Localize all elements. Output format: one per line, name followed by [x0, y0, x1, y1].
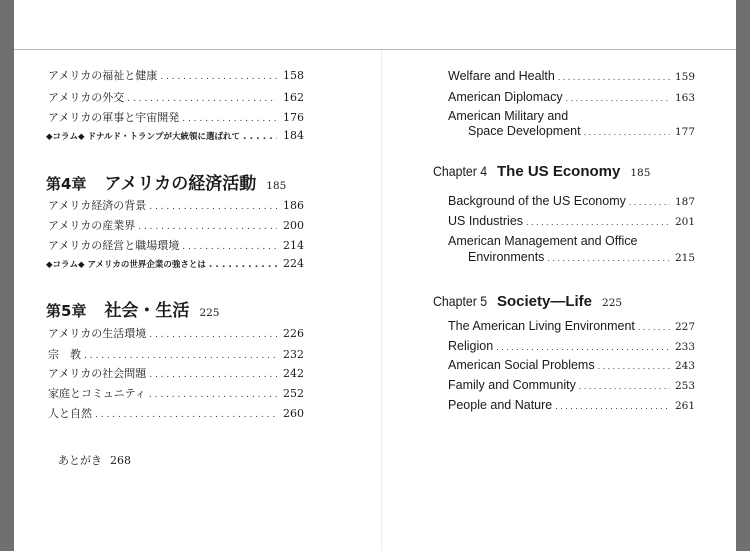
toc-entry-page: 158 — [283, 69, 304, 82]
toc-entry[interactable] — [48, 109, 304, 125]
toc-entry-title: The American Living Environment — [448, 319, 635, 333]
leader-dots — [629, 194, 670, 208]
toc-entry[interactable] — [448, 398, 695, 412]
toc-entry-page: 233 — [674, 341, 695, 353]
leader-dots — [243, 132, 277, 142]
toc-entry-title: Welfare and Health — [448, 69, 555, 83]
viewer-frame-right — [736, 0, 750, 551]
toc-entry[interactable] — [448, 358, 695, 372]
toc-entry[interactable] — [48, 217, 304, 233]
toc-entry[interactable] — [448, 90, 695, 104]
chapter-title: The US Economy — [497, 163, 621, 180]
chapter-page: 225 — [199, 307, 220, 319]
toc-entry-title: American Social Problems — [448, 358, 595, 372]
toc-entry-title: American Diplomacy — [448, 90, 563, 104]
toc-entry[interactable] — [48, 346, 304, 362]
chapter-heading[interactable] — [433, 163, 650, 180]
toc-entry-title: Background of the US Economy — [448, 194, 626, 208]
toc-entry-page: 162 — [283, 91, 304, 104]
leader-dots — [160, 69, 277, 82]
toc-entry-title-line1[interactable]: American Military and — [448, 109, 569, 123]
toc-entry-page: 253 — [674, 380, 695, 392]
leader-dots — [547, 250, 670, 264]
toc-entry[interactable] — [48, 385, 304, 401]
toc-entry-page: 214 — [283, 239, 304, 252]
toc-entry-title: People and Nature — [448, 398, 553, 412]
leader-dots — [555, 398, 670, 412]
leader-dots — [127, 91, 277, 104]
chapter-heading[interactable] — [46, 169, 286, 194]
toc-column-entry[interactable] — [46, 129, 304, 142]
chapter-title: アメリカの経済活動 — [104, 174, 257, 194]
chapter-page: 185 — [266, 180, 287, 192]
toc-entry-title: 宗 教 — [48, 348, 81, 361]
leader-dots — [149, 199, 277, 212]
toc-entry-title: Environments — [468, 250, 545, 264]
toc-entry-page: 176 — [283, 111, 304, 124]
toc-entry[interactable] — [48, 197, 304, 213]
viewer-frame-left — [0, 0, 14, 551]
leader-dots — [95, 407, 277, 420]
toc-entry-page: 232 — [283, 348, 304, 361]
leader-dots — [138, 219, 277, 232]
chapter-heading[interactable] — [433, 293, 622, 310]
afterword-title: あとがき — [58, 454, 102, 467]
toc-entry-title: アメリカの生活環境 — [48, 327, 147, 340]
toc-column-entry[interactable] — [46, 257, 304, 270]
toc-entry[interactable] — [448, 194, 695, 208]
toc-entry[interactable] — [468, 124, 695, 138]
toc-entry-page: 227 — [674, 321, 695, 333]
viewer-top-bar — [14, 0, 736, 49]
toc-entry-page: 226 — [283, 327, 304, 340]
leader-dots — [558, 69, 670, 83]
toc-entry-title-line1[interactable]: American Management and Office — [448, 234, 638, 248]
toc-entry-page: 186 — [283, 199, 304, 212]
toc-entry-page: 242 — [283, 367, 304, 380]
toc-entry-title: アメリカの外交 — [48, 91, 125, 104]
toc-entry-page: 252 — [283, 387, 304, 400]
toc-entry-page: 159 — [674, 71, 695, 83]
toc-entry-page: 224 — [283, 257, 304, 270]
leader-dots — [638, 319, 670, 333]
leader-dots — [84, 348, 277, 361]
toc-entry[interactable] — [448, 319, 695, 333]
toc-column-title: ◆コラム◆ アメリカの世界企業の強さとは — [46, 260, 206, 270]
toc-entry-page: 177 — [674, 126, 695, 138]
leader-dots — [182, 239, 277, 252]
toc-entry[interactable] — [448, 339, 695, 353]
leader-dots — [598, 358, 670, 372]
leader-dots — [566, 90, 670, 104]
toc-entry-page: 163 — [674, 92, 695, 104]
chapter-page: 185 — [630, 167, 651, 179]
toc-entry-title: 家庭とコミュニティ — [48, 387, 146, 400]
chapter-heading[interactable] — [46, 296, 219, 321]
page-gutter — [381, 50, 382, 551]
toc-entry-title: US Industries — [448, 214, 524, 228]
toc-entry[interactable] — [448, 69, 695, 83]
leader-dots — [209, 260, 277, 270]
leader-dots — [496, 339, 670, 353]
toc-entry-title: アメリカ経済の背景 — [48, 199, 147, 212]
toc-entry-page: 261 — [674, 400, 695, 412]
toc-entry-page: 187 — [674, 196, 695, 208]
toc-entry-page: 184 — [283, 129, 304, 142]
toc-entry[interactable] — [48, 405, 304, 421]
toc-entry-title: 人と自然 — [48, 407, 92, 420]
toc-entry-page: 201 — [674, 216, 695, 228]
toc-entry[interactable] — [468, 250, 695, 264]
toc-entry-page: 215 — [674, 252, 695, 264]
chapter-title: 社会・生活 — [104, 301, 190, 321]
chapter-number: 第5章 — [46, 302, 87, 320]
chapter-title: Society—Life — [497, 293, 593, 310]
leader-dots — [149, 327, 277, 340]
toc-column-title: ◆コラム◆ ドナルド・トランプが大統領に選ばれて — [46, 132, 241, 142]
toc-entry-title: アメリカの福祉と健康 — [48, 69, 158, 82]
toc-entry-title: アメリカの産業界 — [48, 219, 136, 232]
leader-dots — [579, 378, 670, 392]
toc-afterword[interactable] — [58, 452, 131, 468]
toc-entry-title: Family and Community — [448, 378, 576, 392]
leader-dots — [182, 111, 277, 124]
toc-entry-title: アメリカの経営と職場環境 — [48, 239, 180, 252]
leader-dots — [149, 387, 277, 400]
leader-dots — [526, 214, 670, 228]
toc-entry[interactable] — [48, 237, 304, 253]
leader-dots — [584, 124, 670, 138]
leader-dots — [149, 367, 277, 380]
toc-entry[interactable] — [448, 214, 695, 228]
toc-entry-page: 243 — [674, 360, 695, 372]
toc-entry-page: 260 — [283, 407, 304, 420]
chapter-page: 225 — [602, 297, 623, 309]
toc-entry-title: アメリカの軍事と宇宙開発 — [48, 111, 180, 124]
chapter-number: Chapter 4 — [433, 163, 488, 179]
toc-entry[interactable] — [48, 89, 304, 105]
toc-entry-page: 200 — [283, 219, 304, 232]
afterword-page: 268 — [110, 454, 131, 467]
toc-entry[interactable] — [48, 67, 304, 83]
chapter-number: Chapter 5 — [433, 293, 488, 309]
toc-entry[interactable] — [448, 378, 695, 392]
chapter-number: 第4章 — [46, 175, 87, 193]
toc-entry-title: アメリカの社会問題 — [48, 367, 147, 380]
toc-entry-title: Religion — [448, 339, 494, 353]
toc-entry[interactable] — [48, 325, 304, 341]
toc-entry[interactable] — [48, 365, 304, 381]
toc-entry-title: Space Development — [468, 124, 581, 138]
